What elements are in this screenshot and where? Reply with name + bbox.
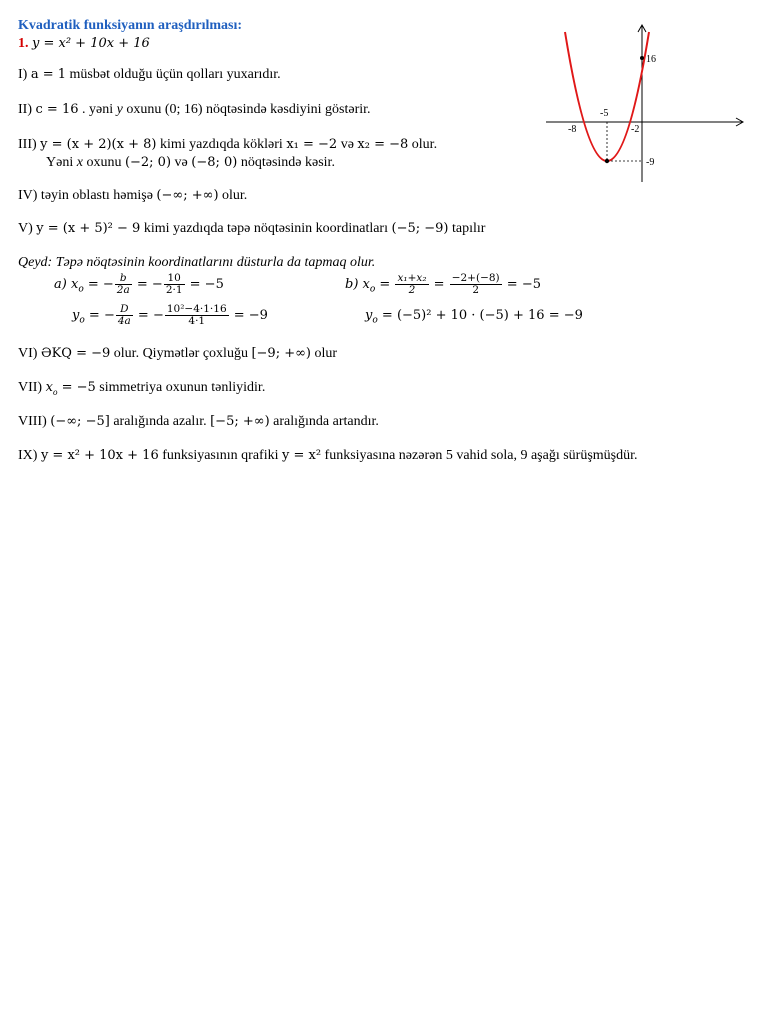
page-title: Kvadratik funksiyanın araşdırılması: — [18, 18, 243, 33]
label-x-minus-2: -2 — [631, 124, 640, 135]
item-8-math2: [−5; +∞) — [210, 414, 270, 429]
item-7-math2: = −5 — [57, 380, 96, 395]
item-9-math2: y = x² — [281, 448, 322, 463]
formula-b-x-eq1: = — [375, 277, 395, 292]
item-3-text2: və — [337, 137, 358, 152]
parabola-curve — [565, 32, 649, 161]
item-2-prefix: II) — [18, 102, 36, 117]
formula-a-x-frac1 — [115, 273, 132, 296]
item-5-prefix: V) — [18, 221, 37, 236]
formula-a-x-frac2 — [164, 273, 185, 296]
item-5 — [18, 220, 485, 238]
formula-b-x-sub: o — [369, 284, 376, 295]
formula-b-x-frac1 — [395, 273, 428, 296]
item-8-text1: aralığında azalır. — [109, 414, 211, 429]
problem-number: 1. — [18, 36, 29, 51]
formula-a-y-eq2: = − — [133, 308, 164, 323]
item-3b-math2: (−8; 0) — [191, 155, 238, 170]
item-5-text1: kimi yazdıqda təpə nöqtəsinin koordinatları — [140, 221, 392, 236]
item-3-math1: y = (x + 2)(x + 8) — [40, 137, 157, 152]
item-6-text1: olur. Qiymətlər çoxluğu — [110, 346, 252, 361]
frac-denominator: 2·1 — [165, 284, 183, 296]
item-8 — [18, 413, 379, 431]
item-7-prefix: VII) — [18, 380, 46, 395]
item-3b-text2: oxunu — [82, 155, 125, 170]
frac-denominator: 2 — [472, 284, 480, 296]
frac-denominator: 2 — [408, 284, 416, 296]
item-7-sub: o — [52, 386, 58, 397]
item-3-text3: olur. — [408, 137, 438, 152]
formula-a-y-eq1: = − — [84, 308, 115, 323]
formula-a-y-frac1 — [116, 304, 133, 327]
item-1 — [18, 66, 281, 84]
label-y-16: 16 — [646, 54, 656, 65]
frac-denominator: 2a — [116, 284, 130, 296]
item-9-math1: y = x² + 10x + 16 — [40, 448, 159, 463]
item-7-math: x — [45, 380, 53, 395]
item-9-text1: funksiyasının qrafiki — [158, 448, 282, 463]
frac-denominator: 4a — [117, 315, 131, 327]
item-8-math1: (−∞; −5] — [50, 414, 110, 429]
item-3-line-2 — [46, 154, 335, 172]
item-2-text1: . yəni — [78, 102, 117, 117]
item-3-line-1 — [18, 136, 437, 154]
formula-a-y-result: = −9 — [229, 308, 268, 323]
formula-a-y-frac2 — [165, 304, 229, 327]
item-1-math: a = 1 — [30, 67, 67, 82]
item-6-text2: olur — [311, 346, 338, 361]
item-8-text2: aralığında artandır. — [269, 414, 379, 429]
item-8-prefix: VIII) — [18, 414, 51, 429]
item-6-math: ƏKQ = −9 — [40, 346, 111, 361]
formula-b-x — [345, 272, 541, 298]
item-3b-text4: nöqtəsində kəsir. — [237, 155, 335, 170]
item-4 — [18, 187, 247, 205]
item-4-math: (−∞; +∞) — [156, 188, 219, 203]
formula-b-x-result: = −5 — [502, 277, 541, 292]
label-x-minus-8: -8 — [568, 124, 577, 135]
item-2-math: c = 16 — [35, 102, 79, 117]
item-1-text: müsbət olduğu üçün qolları yuxarıdır. — [66, 67, 281, 82]
label-x-minus-5: -5 — [600, 108, 609, 119]
label-y-minus-9: -9 — [646, 157, 655, 168]
item-7 — [18, 379, 265, 397]
item-6 — [18, 345, 337, 363]
note-line: Qeyd: Təpə nöqtəsinin koordinatlarını düsturla da tapmaq olur. — [18, 255, 376, 270]
item-3b-math1: (−2; 0) — [124, 155, 172, 170]
item-7-text: simmetriya oxunun tənliyidir. — [95, 380, 266, 395]
item-5-math1: y = (x + 5)² − 9 — [36, 221, 141, 236]
formula-b-x-lhs: x — [362, 277, 370, 292]
formula-b-label: b) — [345, 277, 363, 292]
item-4-prefix: IV) təyin oblastı həmişə — [18, 188, 157, 203]
item-4-text: olur. — [218, 188, 248, 203]
formula-b-y — [365, 303, 583, 329]
formula-a-x-sub: o — [78, 284, 84, 295]
item-3-math2: x₁ = −2 — [286, 137, 338, 152]
item-6-math2: [−9; +∞) — [251, 346, 311, 361]
formula-a-x — [54, 272, 224, 298]
formula-b-x-eq2: = — [429, 277, 449, 292]
item-9 — [18, 447, 638, 465]
problem-equation: y = x² + 10x + 16 — [32, 36, 150, 51]
item-3b-text3: və — [171, 155, 192, 170]
item-5-math2: (−5; −9) — [391, 221, 449, 236]
problem-line — [18, 35, 150, 53]
item-3-text1: kimi yazdıqda kökləri — [156, 137, 287, 152]
item-3-prefix: III) — [18, 137, 41, 152]
parabola-graph — [540, 22, 748, 187]
item-9-text2: funksiyasına nəzərən 5 vahid sola, 9 aşağı sürüşmüşdür. — [321, 448, 638, 463]
item-2-yvar: y — [116, 102, 123, 117]
formula-a-x-eq2: = − — [132, 277, 163, 292]
formula-b-y-lhs: y — [365, 308, 373, 323]
item-1-prefix: I) — [18, 67, 31, 82]
formula-b-y-sub: o — [372, 315, 378, 326]
formula-a-x-lhs: x — [70, 277, 79, 292]
frac-numerator: −2+(−8) — [451, 272, 500, 284]
formula-a-x-eq1: = − — [83, 277, 114, 292]
frac-numerator: b — [115, 273, 132, 285]
formula-a-x-result: = −5 — [185, 277, 224, 292]
frac-numerator: x₁+x₂ — [397, 272, 427, 284]
item-3b-text1: Yəni — [46, 155, 77, 170]
frac-denominator: 4·1 — [188, 315, 206, 327]
frac-numerator: D — [116, 304, 133, 316]
frac-numerator: 10 — [164, 273, 185, 285]
formula-b-y-rhs: = (−5)² + 10 · (−5) + 16 = −9 — [377, 308, 583, 323]
vertex-point — [605, 159, 609, 163]
item-3b-xvar: x — [76, 155, 83, 170]
formula-a-label: a) — [54, 277, 71, 292]
item-9-prefix: IX) — [18, 448, 41, 463]
item-6-prefix: VI) — [18, 346, 41, 361]
y-intercept-point — [640, 56, 644, 60]
formula-b-x-frac2 — [450, 273, 502, 296]
formula-a-y — [72, 303, 268, 329]
item-3-math3: x₂ = −8 — [357, 137, 409, 152]
formula-a-y-lhs: y — [72, 308, 80, 323]
item-2-text2: oxunu (0; 16) nöqtəsində kəsdiyini göstərir. — [122, 102, 371, 117]
frac-numerator: 10²−4·1·16 — [166, 303, 227, 315]
item-5-text2: tapılır — [448, 221, 486, 236]
formula-a-y-sub: o — [79, 315, 85, 326]
item-2 — [18, 101, 371, 119]
